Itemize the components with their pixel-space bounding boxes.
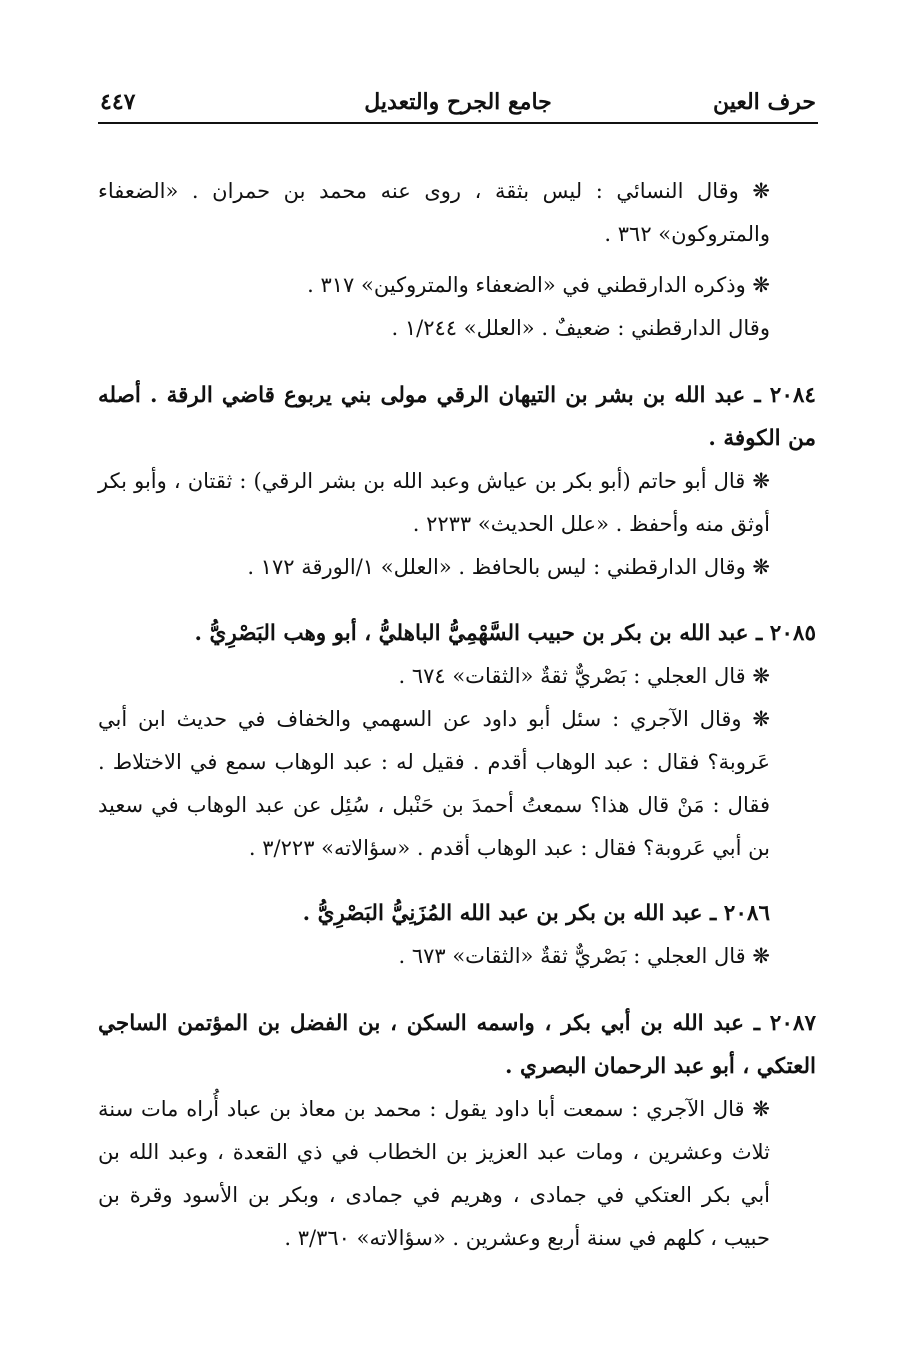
entry-dash: ـ [745,383,770,408]
text-block [98,170,816,256]
entry-2086 [98,892,816,978]
entry-number: ٢٠٨٥ [769,621,816,646]
entry-dash: ـ [748,621,770,646]
page-number: ٤٤٧ [100,89,136,115]
entry-name: عبد الله بن أبي بكر ، واسمه السكن ، بن الفضل بن المؤتمن الساجي العتكي ، أبو عبد الرحمان البصري . [98,1011,816,1079]
paragraph: ❋ وقال الآجري : سئل أبو داود عن السهمي والخفاف في حديث ابن أبي عَروبة؟ فقال : عبد الوهاب أقدم . فقيل له : عبد الوهاب سمع في الاختلاط . فقال : مَنْ قال هذا؟ سمعتُ أحمدَ بن حَنْبل ، سُئِل عن عبد الوهاب في سعيد بن أبي عَروبة؟ فقال : عبد الوهاب أقدم . «سؤالاته» ٣/٢٢٣ . [98,707,770,860]
paragraph: وقال الدارقطني : ضعيفٌ . «العلل» ١/٢٤٤ . [391,316,770,340]
paragraph: ❋ وقال الدارقطني : ليس بالحافظ . «العلل» ١/الورقة ١٧٢ . [247,555,770,579]
entry-dash: ـ [743,1011,770,1036]
entry-name: عبد الله بن بكر بن حبيب السَّهْمِيُّ الباهليُّ ، أبو وهب البَصْرِيُّ . [194,621,749,646]
paragraph: ❋ قال الآجري : سمعت أبا داود يقول : محمد بن معاذ بن عباد أُراه مات سنة ثلاث وعشرين ، ومات عبد العزيز بن الخطاب في ذي القعدة ، وعبد الله بن أبي بكر العتكي في جمادى ، وهريم في جمادى ، وبكر بن الأسود وقرة بن حبيب ، كلهم في سنة أربع وعشرين . «سؤالاته» ٣/٣٦٠ . [98,1097,770,1250]
entry-name: عبد الله بن بكر بن عبد الله المُزَنِيُّ البَصْرِيُّ . [302,901,703,926]
paragraph: ❋ قال العجلي : بَصْريٌّ ثقةٌ «الثقات» ٦٧٣ . [398,944,770,968]
entry-2087 [98,1002,816,1260]
book-title: جامع الجرح والتعديل [364,89,552,115]
entry-heading [98,612,816,655]
entry-2085 [98,612,816,870]
entry-number: ٢٠٨٤ [769,383,816,408]
entry-number: ٢٠٨٦ [723,901,770,926]
paragraph: ❋ وذكره الدارقطني في «الضعفاء والمتروكين» ٣١٧ . [307,273,770,297]
entry-dash: ـ [702,901,724,926]
paragraph: ❋ قال العجلي : بَصْريٌّ ثقةٌ «الثقات» ٦٧٤ . [398,664,770,688]
entry-number: ٢٠٨٧ [769,1011,816,1036]
entry-heading [98,892,816,935]
entry-2084 [98,374,816,589]
header-rule [98,122,818,124]
section-title: حرف العين [712,89,816,115]
entry-name: عبد الله بن بشر بن التيهان الرقي مولى بني يربوع قاضي الرقة . أصله من الكوفة . [98,383,816,451]
paragraph: ❋ قال أبو حاتم (أبو بكر بن عياش وعبد الله بن بشر الرقي) : ثقتان ، وأبو بكر أوثق منه وأحفظ . «علل الحديث» ٢٢٣٣ . [98,469,770,536]
text-block [98,264,816,350]
entry-heading [98,1002,816,1088]
paragraph: ❋ وقال النسائي : ليس بثقة ، روى عنه محمد بن حمران . «الضعفاء والمتروكون» ٣٦٢ . [98,179,770,246]
entry-heading [98,374,816,460]
page-header [100,84,816,120]
